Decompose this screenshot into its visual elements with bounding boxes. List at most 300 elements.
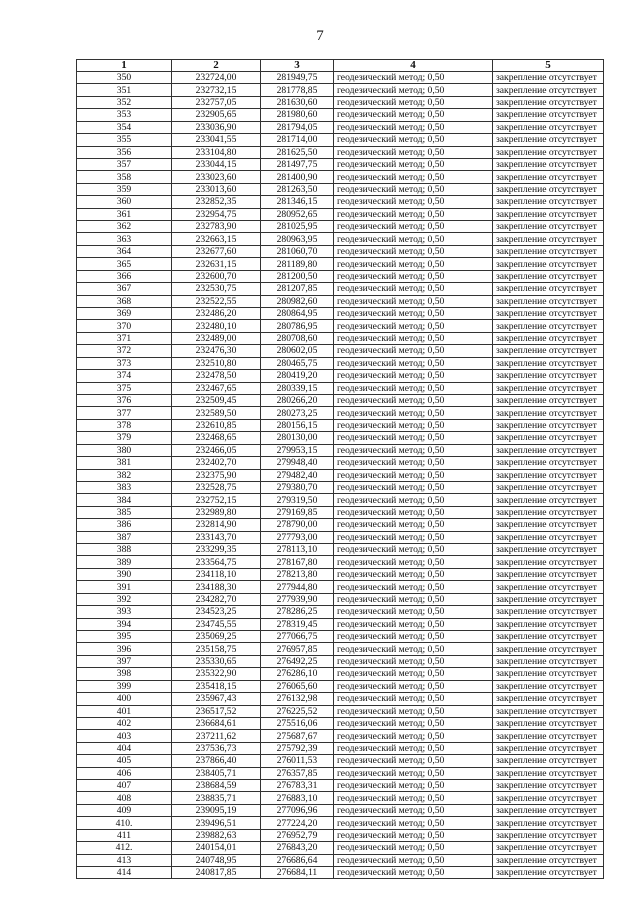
point-number-cell: 350 — [77, 72, 172, 84]
table-row — [77, 854, 604, 866]
x-coordinate-cell: 233564,75 — [172, 556, 261, 568]
method-cell: геодезический метод; 0,50 — [334, 407, 493, 419]
table-row — [77, 357, 604, 369]
y-coordinate-cell: 280465,75 — [261, 357, 334, 369]
table-row — [77, 196, 604, 208]
point-number-cell: 374 — [77, 370, 172, 382]
point-number-cell: 412. — [77, 842, 172, 854]
point-number-cell: 372 — [77, 345, 172, 357]
x-coordinate-cell: 232724,00 — [172, 72, 261, 84]
x-coordinate-cell: 233104,80 — [172, 146, 261, 158]
fixation-cell: закрепление отсутствует — [493, 196, 604, 208]
point-number-cell: 397 — [77, 655, 172, 667]
y-coordinate-cell: 281714,00 — [261, 134, 334, 146]
y-coordinate-cell: 275687,67 — [261, 730, 334, 742]
point-number-cell: 393 — [77, 606, 172, 618]
point-number-cell: 402 — [77, 717, 172, 729]
table-row — [77, 693, 604, 705]
point-number-cell: 379 — [77, 432, 172, 444]
method-cell: геодезический метод; 0,50 — [334, 332, 493, 344]
method-cell: геодезический метод; 0,50 — [334, 606, 493, 618]
y-coordinate-cell: 276957,85 — [261, 643, 334, 655]
method-cell: геодезический метод; 0,50 — [334, 668, 493, 680]
y-coordinate-cell: 277066,75 — [261, 630, 334, 642]
x-coordinate-cell: 235330,65 — [172, 655, 261, 667]
method-cell: геодезический метод; 0,50 — [334, 370, 493, 382]
x-coordinate-cell: 235158,75 — [172, 643, 261, 655]
method-cell: геодезический метод; 0,50 — [334, 96, 493, 108]
point-number-cell: 353 — [77, 109, 172, 121]
y-coordinate-cell: 280339,15 — [261, 382, 334, 394]
fixation-cell: закрепление отсутствует — [493, 568, 604, 580]
x-coordinate-cell: 232663,15 — [172, 233, 261, 245]
fixation-cell: закрепление отсутствует — [493, 618, 604, 630]
point-number-cell: 407 — [77, 780, 172, 792]
fixation-cell: закрепление отсутствует — [493, 680, 604, 692]
point-number-cell: 364 — [77, 245, 172, 257]
table-row — [77, 842, 604, 854]
fixation-cell: закрепление отсутствует — [493, 270, 604, 282]
fixation-cell: закрепление отсутствует — [493, 146, 604, 158]
point-number-cell: 383 — [77, 481, 172, 493]
method-cell: геодезический метод; 0,50 — [334, 432, 493, 444]
x-coordinate-cell: 232589,50 — [172, 407, 261, 419]
method-cell: геодезический метод; 0,50 — [334, 593, 493, 605]
y-coordinate-cell: 278286,25 — [261, 606, 334, 618]
method-cell: геодезический метод; 0,50 — [334, 196, 493, 208]
table-row — [77, 829, 604, 841]
x-coordinate-cell: 235069,25 — [172, 630, 261, 642]
x-coordinate-cell: 235967,43 — [172, 693, 261, 705]
fixation-cell: закрепление отсутствует — [493, 457, 604, 469]
table-row — [77, 730, 604, 742]
y-coordinate-cell: 280952,65 — [261, 208, 334, 220]
y-coordinate-cell: 281630,60 — [261, 96, 334, 108]
y-coordinate-cell: 276952,79 — [261, 829, 334, 841]
y-coordinate-cell: 279948,40 — [261, 457, 334, 469]
column-header-3: 3 — [261, 60, 334, 72]
fixation-cell: закрепление отсутствует — [493, 867, 604, 879]
point-number-cell: 352 — [77, 96, 172, 108]
fixation-cell: закрепление отсутствует — [493, 407, 604, 419]
fixation-cell: закрепление отсутствует — [493, 494, 604, 506]
y-coordinate-cell: 281263,50 — [261, 183, 334, 195]
fixation-cell: закрепление отсутствует — [493, 121, 604, 133]
y-coordinate-cell: 276686,64 — [261, 854, 334, 866]
table-row — [77, 804, 604, 816]
x-coordinate-cell: 232783,90 — [172, 221, 261, 233]
fixation-cell: закрепление отсутствует — [493, 792, 604, 804]
y-coordinate-cell: 277939,90 — [261, 593, 334, 605]
method-cell: геодезический метод; 0,50 — [334, 618, 493, 630]
y-coordinate-cell: 279953,15 — [261, 444, 334, 456]
y-coordinate-cell: 280982,60 — [261, 295, 334, 307]
y-coordinate-cell: 281980,60 — [261, 109, 334, 121]
y-coordinate-cell: 281200,50 — [261, 270, 334, 282]
point-number-cell: 360 — [77, 196, 172, 208]
y-coordinate-cell: 281794,05 — [261, 121, 334, 133]
fixation-cell: закрепление отсутствует — [493, 444, 604, 456]
method-cell: геодезический метод; 0,50 — [334, 755, 493, 767]
y-coordinate-cell: 281778,85 — [261, 84, 334, 96]
y-coordinate-cell: 281346,15 — [261, 196, 334, 208]
method-cell: геодезический метод; 0,50 — [334, 320, 493, 332]
y-coordinate-cell: 281025,95 — [261, 221, 334, 233]
fixation-cell: закрепление отсутствует — [493, 556, 604, 568]
table-row — [77, 481, 604, 493]
fixation-cell: закрепление отсутствует — [493, 469, 604, 481]
fixation-cell: закрепление отсутствует — [493, 544, 604, 556]
x-coordinate-cell: 232468,65 — [172, 432, 261, 444]
point-number-cell: 410. — [77, 817, 172, 829]
fixation-cell: закрепление отсутствует — [493, 730, 604, 742]
y-coordinate-cell: 278167,80 — [261, 556, 334, 568]
point-number-cell: 373 — [77, 357, 172, 369]
table-row — [77, 544, 604, 556]
point-number-cell: 377 — [77, 407, 172, 419]
table-row — [77, 270, 604, 282]
fixation-cell: закрепление отсутствует — [493, 668, 604, 680]
table-row — [77, 72, 604, 84]
fixation-cell: закрепление отсутствует — [493, 643, 604, 655]
point-number-cell: 406 — [77, 767, 172, 779]
fixation-cell: закрепление отсутствует — [493, 158, 604, 170]
fixation-cell: закрепление отсутствует — [493, 394, 604, 406]
table-row — [77, 817, 604, 829]
fixation-cell: закрепление отсутствует — [493, 283, 604, 295]
y-coordinate-cell: 281060,70 — [261, 245, 334, 257]
table-row — [77, 233, 604, 245]
point-number-cell: 371 — [77, 332, 172, 344]
y-coordinate-cell: 280708,60 — [261, 332, 334, 344]
table-row — [77, 680, 604, 692]
point-number-cell: 378 — [77, 419, 172, 431]
method-cell: геодезический метод; 0,50 — [334, 469, 493, 481]
point-number-cell: 384 — [77, 494, 172, 506]
x-coordinate-cell: 237866,40 — [172, 755, 261, 767]
x-coordinate-cell: 234118,10 — [172, 568, 261, 580]
table-row — [77, 668, 604, 680]
method-cell: геодезический метод; 0,50 — [334, 245, 493, 257]
method-cell: геодезический метод; 0,50 — [334, 556, 493, 568]
point-number-cell: 396 — [77, 643, 172, 655]
table-row — [77, 767, 604, 779]
x-coordinate-cell: 232610,85 — [172, 419, 261, 431]
point-number-cell: 376 — [77, 394, 172, 406]
x-coordinate-cell: 234745,55 — [172, 618, 261, 630]
method-cell: геодезический метод; 0,50 — [334, 283, 493, 295]
method-cell: геодезический метод; 0,50 — [334, 258, 493, 270]
x-coordinate-cell: 232522,55 — [172, 295, 261, 307]
point-number-cell: 357 — [77, 158, 172, 170]
table-row — [77, 419, 604, 431]
y-coordinate-cell: 276883,10 — [261, 792, 334, 804]
point-number-cell: 394 — [77, 618, 172, 630]
table-row — [77, 258, 604, 270]
fixation-cell: закрепление отсутствует — [493, 183, 604, 195]
method-cell: геодезический метод; 0,50 — [334, 544, 493, 556]
x-coordinate-cell: 238835,71 — [172, 792, 261, 804]
x-coordinate-cell: 232989,80 — [172, 506, 261, 518]
table-row — [77, 717, 604, 729]
table-row — [77, 221, 604, 233]
coordinates-table — [76, 59, 604, 879]
point-number-cell: 403 — [77, 730, 172, 742]
fixation-cell: закрепление отсутствует — [493, 171, 604, 183]
fixation-cell: закрепление отсутствует — [493, 829, 604, 841]
fixation-cell: закрепление отсутствует — [493, 96, 604, 108]
point-number-cell: 392 — [77, 593, 172, 605]
x-coordinate-cell: 232732,15 — [172, 84, 261, 96]
fixation-cell: закрепление отсутствует — [493, 705, 604, 717]
fixation-cell: закрепление отсутствует — [493, 581, 604, 593]
method-cell: геодезический метод; 0,50 — [334, 780, 493, 792]
x-coordinate-cell: 233041,55 — [172, 134, 261, 146]
x-coordinate-cell: 233143,70 — [172, 531, 261, 543]
point-number-cell: 405 — [77, 755, 172, 767]
table-row — [77, 134, 604, 146]
y-coordinate-cell: 276286,10 — [261, 668, 334, 680]
method-cell: геодезический метод; 0,50 — [334, 146, 493, 158]
table-row — [77, 519, 604, 531]
y-coordinate-cell: 281207,85 — [261, 283, 334, 295]
fixation-cell: закрепление отсутствует — [493, 258, 604, 270]
method-cell: геодезический метод; 0,50 — [334, 481, 493, 493]
table-row — [77, 444, 604, 456]
table-row — [77, 320, 604, 332]
x-coordinate-cell: 233023,60 — [172, 171, 261, 183]
fixation-cell: закрепление отсутствует — [493, 481, 604, 493]
method-cell: геодезический метод; 0,50 — [334, 208, 493, 220]
point-number-cell: 355 — [77, 134, 172, 146]
method-cell: геодезический метод; 0,50 — [334, 394, 493, 406]
method-cell: геодезический метод; 0,50 — [334, 72, 493, 84]
x-coordinate-cell: 232752,15 — [172, 494, 261, 506]
y-coordinate-cell: 278790,00 — [261, 519, 334, 531]
method-cell: геодезический метод; 0,50 — [334, 494, 493, 506]
table-row — [77, 867, 604, 879]
fixation-cell: закрепление отсутствует — [493, 742, 604, 754]
table-row — [77, 792, 604, 804]
y-coordinate-cell: 277793,00 — [261, 531, 334, 543]
table-row — [77, 96, 604, 108]
x-coordinate-cell: 233044,15 — [172, 158, 261, 170]
x-coordinate-cell: 232528,75 — [172, 481, 261, 493]
method-cell: геодезический метод; 0,50 — [334, 444, 493, 456]
table-body — [77, 72, 604, 879]
table-row — [77, 109, 604, 121]
method-cell: геодезический метод; 0,50 — [334, 742, 493, 754]
x-coordinate-cell: 232677,60 — [172, 245, 261, 257]
point-number-cell: 361 — [77, 208, 172, 220]
fixation-cell: закрепление отсутствует — [493, 332, 604, 344]
table-row — [77, 208, 604, 220]
point-number-cell: 400 — [77, 693, 172, 705]
table-row — [77, 345, 604, 357]
fixation-cell: закрепление отсутствует — [493, 693, 604, 705]
fixation-cell: закрепление отсутствует — [493, 419, 604, 431]
method-cell: геодезический метод; 0,50 — [334, 531, 493, 543]
y-coordinate-cell: 277944,80 — [261, 581, 334, 593]
fixation-cell: закрепление отсутствует — [493, 370, 604, 382]
method-cell: геодезический метод; 0,50 — [334, 829, 493, 841]
method-cell: геодезический метод; 0,50 — [334, 842, 493, 854]
table-row — [77, 655, 604, 667]
y-coordinate-cell: 281949,75 — [261, 72, 334, 84]
point-number-cell: 358 — [77, 171, 172, 183]
x-coordinate-cell: 237211,62 — [172, 730, 261, 742]
method-cell: геодезический метод; 0,50 — [334, 308, 493, 320]
fixation-cell: закрепление отсутствует — [493, 655, 604, 667]
point-number-cell: 375 — [77, 382, 172, 394]
table-row — [77, 742, 604, 754]
fixation-cell: закрепление отсутствует — [493, 233, 604, 245]
x-coordinate-cell: 232486,20 — [172, 308, 261, 320]
method-cell: геодезический метод; 0,50 — [334, 854, 493, 866]
x-coordinate-cell: 232467,65 — [172, 382, 261, 394]
x-coordinate-cell: 232757,05 — [172, 96, 261, 108]
y-coordinate-cell: 280864,95 — [261, 308, 334, 320]
x-coordinate-cell: 237536,73 — [172, 742, 261, 754]
table-row — [77, 283, 604, 295]
point-number-cell: 414 — [77, 867, 172, 879]
y-coordinate-cell: 281189,80 — [261, 258, 334, 270]
table-row — [77, 245, 604, 257]
table-row — [77, 84, 604, 96]
table-row — [77, 556, 604, 568]
y-coordinate-cell: 276357,85 — [261, 767, 334, 779]
fixation-cell: закрепление отсутствует — [493, 506, 604, 518]
y-coordinate-cell: 279482,40 — [261, 469, 334, 481]
point-number-cell: 369 — [77, 308, 172, 320]
method-cell: геодезический метод; 0,50 — [334, 357, 493, 369]
y-coordinate-cell: 279380,70 — [261, 481, 334, 493]
method-cell: геодезический метод; 0,50 — [334, 457, 493, 469]
point-number-cell: 408 — [77, 792, 172, 804]
x-coordinate-cell: 232509,45 — [172, 394, 261, 406]
point-number-cell: 388 — [77, 544, 172, 556]
method-cell: геодезический метод; 0,50 — [334, 382, 493, 394]
x-coordinate-cell: 232530,75 — [172, 283, 261, 295]
y-coordinate-cell: 280156,15 — [261, 419, 334, 431]
method-cell: геодезический метод; 0,50 — [334, 717, 493, 729]
x-coordinate-cell: 232852,35 — [172, 196, 261, 208]
method-cell: геодезический метод; 0,50 — [334, 867, 493, 879]
fixation-cell: закрепление отсутствует — [493, 84, 604, 96]
point-number-cell: 362 — [77, 221, 172, 233]
fixation-cell: закрепление отсутствует — [493, 320, 604, 332]
method-cell: геодезический метод; 0,50 — [334, 84, 493, 96]
fixation-cell: закрепление отсутствует — [493, 345, 604, 357]
method-cell: геодезический метод; 0,50 — [334, 233, 493, 245]
x-coordinate-cell: 239095,19 — [172, 804, 261, 816]
x-coordinate-cell: 235322,90 — [172, 668, 261, 680]
point-number-cell: 387 — [77, 531, 172, 543]
point-number-cell: 413 — [77, 854, 172, 866]
point-number-cell: 359 — [77, 183, 172, 195]
method-cell: геодезический метод; 0,50 — [334, 121, 493, 133]
fixation-cell: закрепление отсутствует — [493, 817, 604, 829]
fixation-cell: закрепление отсутствует — [493, 780, 604, 792]
fixation-cell: закрепление отсутствует — [493, 842, 604, 854]
y-coordinate-cell: 275516,06 — [261, 717, 334, 729]
point-number-cell: 365 — [77, 258, 172, 270]
point-number-cell: 356 — [77, 146, 172, 158]
fixation-cell: закрепление отсутствует — [493, 531, 604, 543]
y-coordinate-cell: 276684,11 — [261, 867, 334, 879]
table-row — [77, 494, 604, 506]
fixation-cell: закрепление отсутствует — [493, 308, 604, 320]
method-cell: геодезический метод; 0,50 — [334, 345, 493, 357]
x-coordinate-cell: 239882,63 — [172, 829, 261, 841]
x-coordinate-cell: 234188,30 — [172, 581, 261, 593]
y-coordinate-cell: 276843,20 — [261, 842, 334, 854]
fixation-cell: закрепление отсутствует — [493, 767, 604, 779]
method-cell: геодезический метод; 0,50 — [334, 581, 493, 593]
method-cell: геодезический метод; 0,50 — [334, 270, 493, 282]
fixation-cell: закрепление отсутствует — [493, 295, 604, 307]
y-coordinate-cell: 276132,98 — [261, 693, 334, 705]
table-row — [77, 755, 604, 767]
point-number-cell: 382 — [77, 469, 172, 481]
x-coordinate-cell: 234523,25 — [172, 606, 261, 618]
fixation-cell: закрепление отсутствует — [493, 606, 604, 618]
point-number-cell: 389 — [77, 556, 172, 568]
x-coordinate-cell: 232476,30 — [172, 345, 261, 357]
x-coordinate-cell: 232954,75 — [172, 208, 261, 220]
method-cell: геодезический метод; 0,50 — [334, 134, 493, 146]
y-coordinate-cell: 277224,20 — [261, 817, 334, 829]
x-coordinate-cell: 240154,01 — [172, 842, 261, 854]
point-number-cell: 368 — [77, 295, 172, 307]
fixation-cell: закрепление отсутствует — [493, 804, 604, 816]
point-number-cell: 380 — [77, 444, 172, 456]
x-coordinate-cell: 233013,60 — [172, 183, 261, 195]
point-number-cell: 354 — [77, 121, 172, 133]
x-coordinate-cell: 232814,90 — [172, 519, 261, 531]
method-cell: геодезический метод; 0,50 — [334, 183, 493, 195]
method-cell: геодезический метод; 0,50 — [334, 643, 493, 655]
y-coordinate-cell: 276225,52 — [261, 705, 334, 717]
x-coordinate-cell: 232510,80 — [172, 357, 261, 369]
point-number-cell: 385 — [77, 506, 172, 518]
table-row — [77, 407, 604, 419]
y-coordinate-cell: 275792,39 — [261, 742, 334, 754]
x-coordinate-cell: 232600,70 — [172, 270, 261, 282]
method-cell: геодезический метод; 0,50 — [334, 730, 493, 742]
point-number-cell: 404 — [77, 742, 172, 754]
y-coordinate-cell: 280130,00 — [261, 432, 334, 444]
x-coordinate-cell: 236684,61 — [172, 717, 261, 729]
fixation-cell: закрепление отсутствует — [493, 717, 604, 729]
table-row — [77, 568, 604, 580]
column-header-1: 1 — [77, 60, 172, 72]
fixation-cell: закрепление отсутствует — [493, 854, 604, 866]
table-row — [77, 457, 604, 469]
method-cell: геодезический метод; 0,50 — [334, 817, 493, 829]
table-row — [77, 146, 604, 158]
x-coordinate-cell: 235418,15 — [172, 680, 261, 692]
point-number-cell: 366 — [77, 270, 172, 282]
x-coordinate-cell: 234282,70 — [172, 593, 261, 605]
point-number-cell: 390 — [77, 568, 172, 580]
method-cell: геодезический метод; 0,50 — [334, 792, 493, 804]
method-cell: геодезический метод; 0,50 — [334, 419, 493, 431]
column-header-2: 2 — [172, 60, 261, 72]
point-number-cell: 351 — [77, 84, 172, 96]
fixation-cell: закрепление отсутствует — [493, 134, 604, 146]
y-coordinate-cell: 278113,10 — [261, 544, 334, 556]
